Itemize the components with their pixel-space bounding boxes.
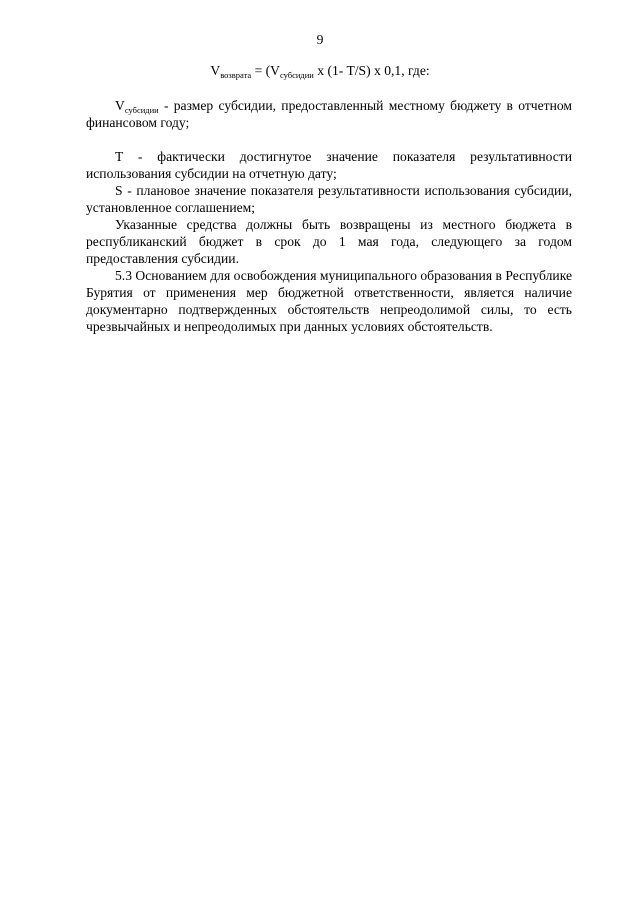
definition-v-symbol: V <box>115 98 125 113</box>
definition-v-subsidy <box>86 97 572 131</box>
formula-v-symbol: V <box>210 63 221 78</box>
definition-t: T - фактически достигнутое значение показателя результативности использования субсидии на отчетную дату; <box>86 149 572 181</box>
definition-block-v <box>86 97 572 131</box>
definition-s: S - плановое значение показателя результативности использования субсидии, установленное соглашением; <box>86 183 572 215</box>
formula-middle: = (V <box>251 63 280 78</box>
definition-v-subscript: субсидии <box>124 105 159 115</box>
refund-formula <box>0 62 640 79</box>
formula-tail: x (1- T/S) x 0,1, где: <box>313 63 430 78</box>
page-number: 9 <box>316 32 324 47</box>
formula-subscript-subsidy: субсидии <box>279 70 314 80</box>
paragraph-clause-5-3: 5.3 Основанием для освобождения муниципального образования в Республике Бурятия от применения мер бюджетной ответственности, является наличие документарно подтвержденных обстоятельств непреодолимой силы, то есть чрезвычайных и непреодолимых при данных условиях обстоятельств. <box>86 268 572 334</box>
body-text-block <box>86 148 572 335</box>
formula-subscript-refund: возврата <box>220 70 252 80</box>
definition-v-text: - размер субсидии, предоставленный местному бюджету в отчетном финансовом году; <box>86 98 572 130</box>
paragraph-return-funds: Указанные средства должны быть возвращены из местного бюджета в республиканский бюджет в срок до 1 мая года, следующего за годом предоставления субсидии. <box>86 217 572 266</box>
